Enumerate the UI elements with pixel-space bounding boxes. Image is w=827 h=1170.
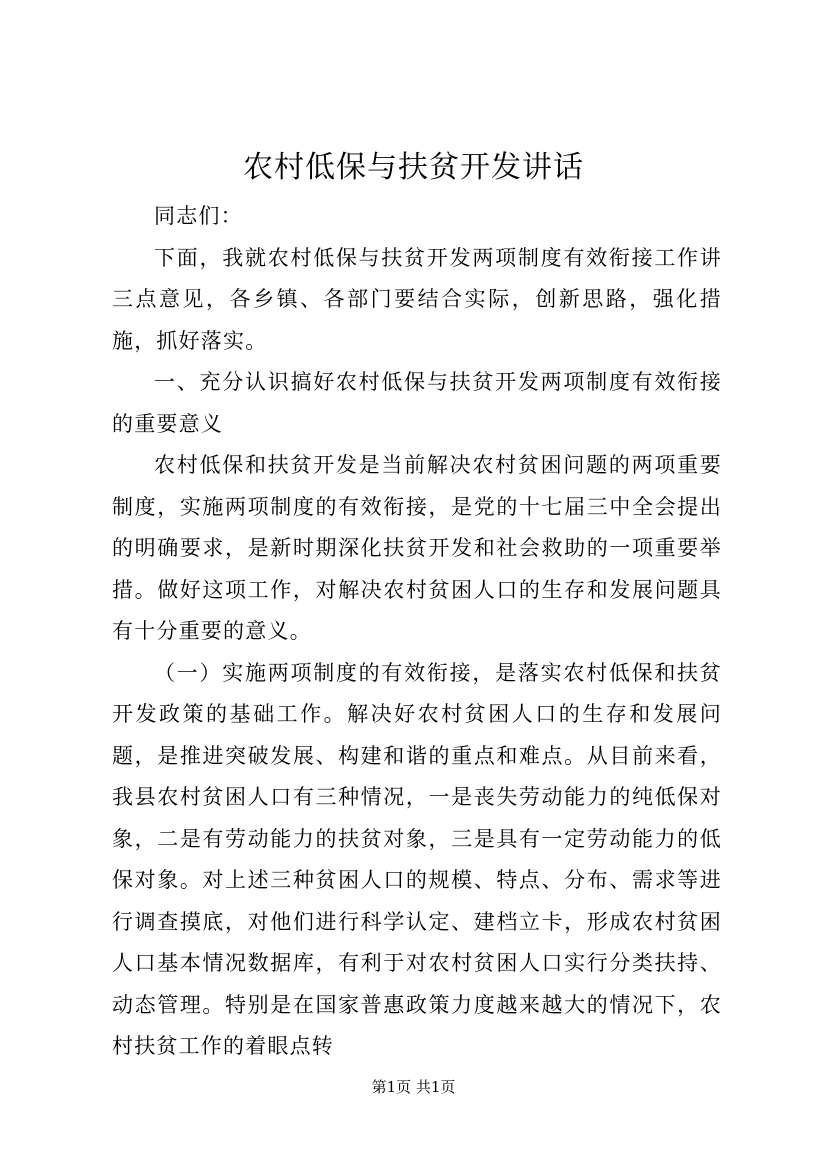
paragraph-significance: 农村低保和扶贫开发是当前解决农村贫困问题的两项重要制度，实施两项制度的有效衔接，是党的十七届三中全会提出的明确要求，是新时期深化扶贫开发和社会救助的一项重要举措。做好这项工作，对解决农村贫困人口的生存和发展问题具有十分重要的意义。 bbox=[112, 453, 722, 643]
page-footer: 第1页 共1页 bbox=[371, 1078, 456, 1096]
document-title: 农村低保与扶贫开发讲话 bbox=[243, 150, 584, 185]
greeting: 同志们： bbox=[154, 204, 243, 228]
document-body bbox=[112, 196, 722, 1068]
paragraph-subsection-1: （一）实施两项制度的有效衔接，是落实农村低保和扶贫开发政策的基础工作。解决好农村贫困人口的生存和发展问题，是推进突破发展、构建和谐的重点和难点。从目前来看，我县农村贫困人口有三种情况，一是丧失劳动能力的纯低保对象，二是有劳动能力的扶贫对象，三是具有一定劳动能力的低保对象。对上述三种贫困人口的规模、特点、分布、需求等进行调查摸底，对他们进行科学认定、建档立卡，形成农村贫困人口基本情况数据库，有利于对农村贫困人口实行分类扶持、动态管理。特别是在国家普惠政策力度越来越大的情况下，农村扶贫工作的着眼点转 bbox=[112, 660, 722, 1058]
section-heading: 一、充分认识搞好农村低保与扶贫开发两项制度有效衔接的重要意义 bbox=[112, 370, 722, 436]
paragraph-intro: 下面，我就农村低保与扶贫开发两项制度有效衔接工作讲三点意见，各乡镇、各部门要结合实际，创新思路，强化措施，抓好落实。 bbox=[112, 245, 722, 353]
